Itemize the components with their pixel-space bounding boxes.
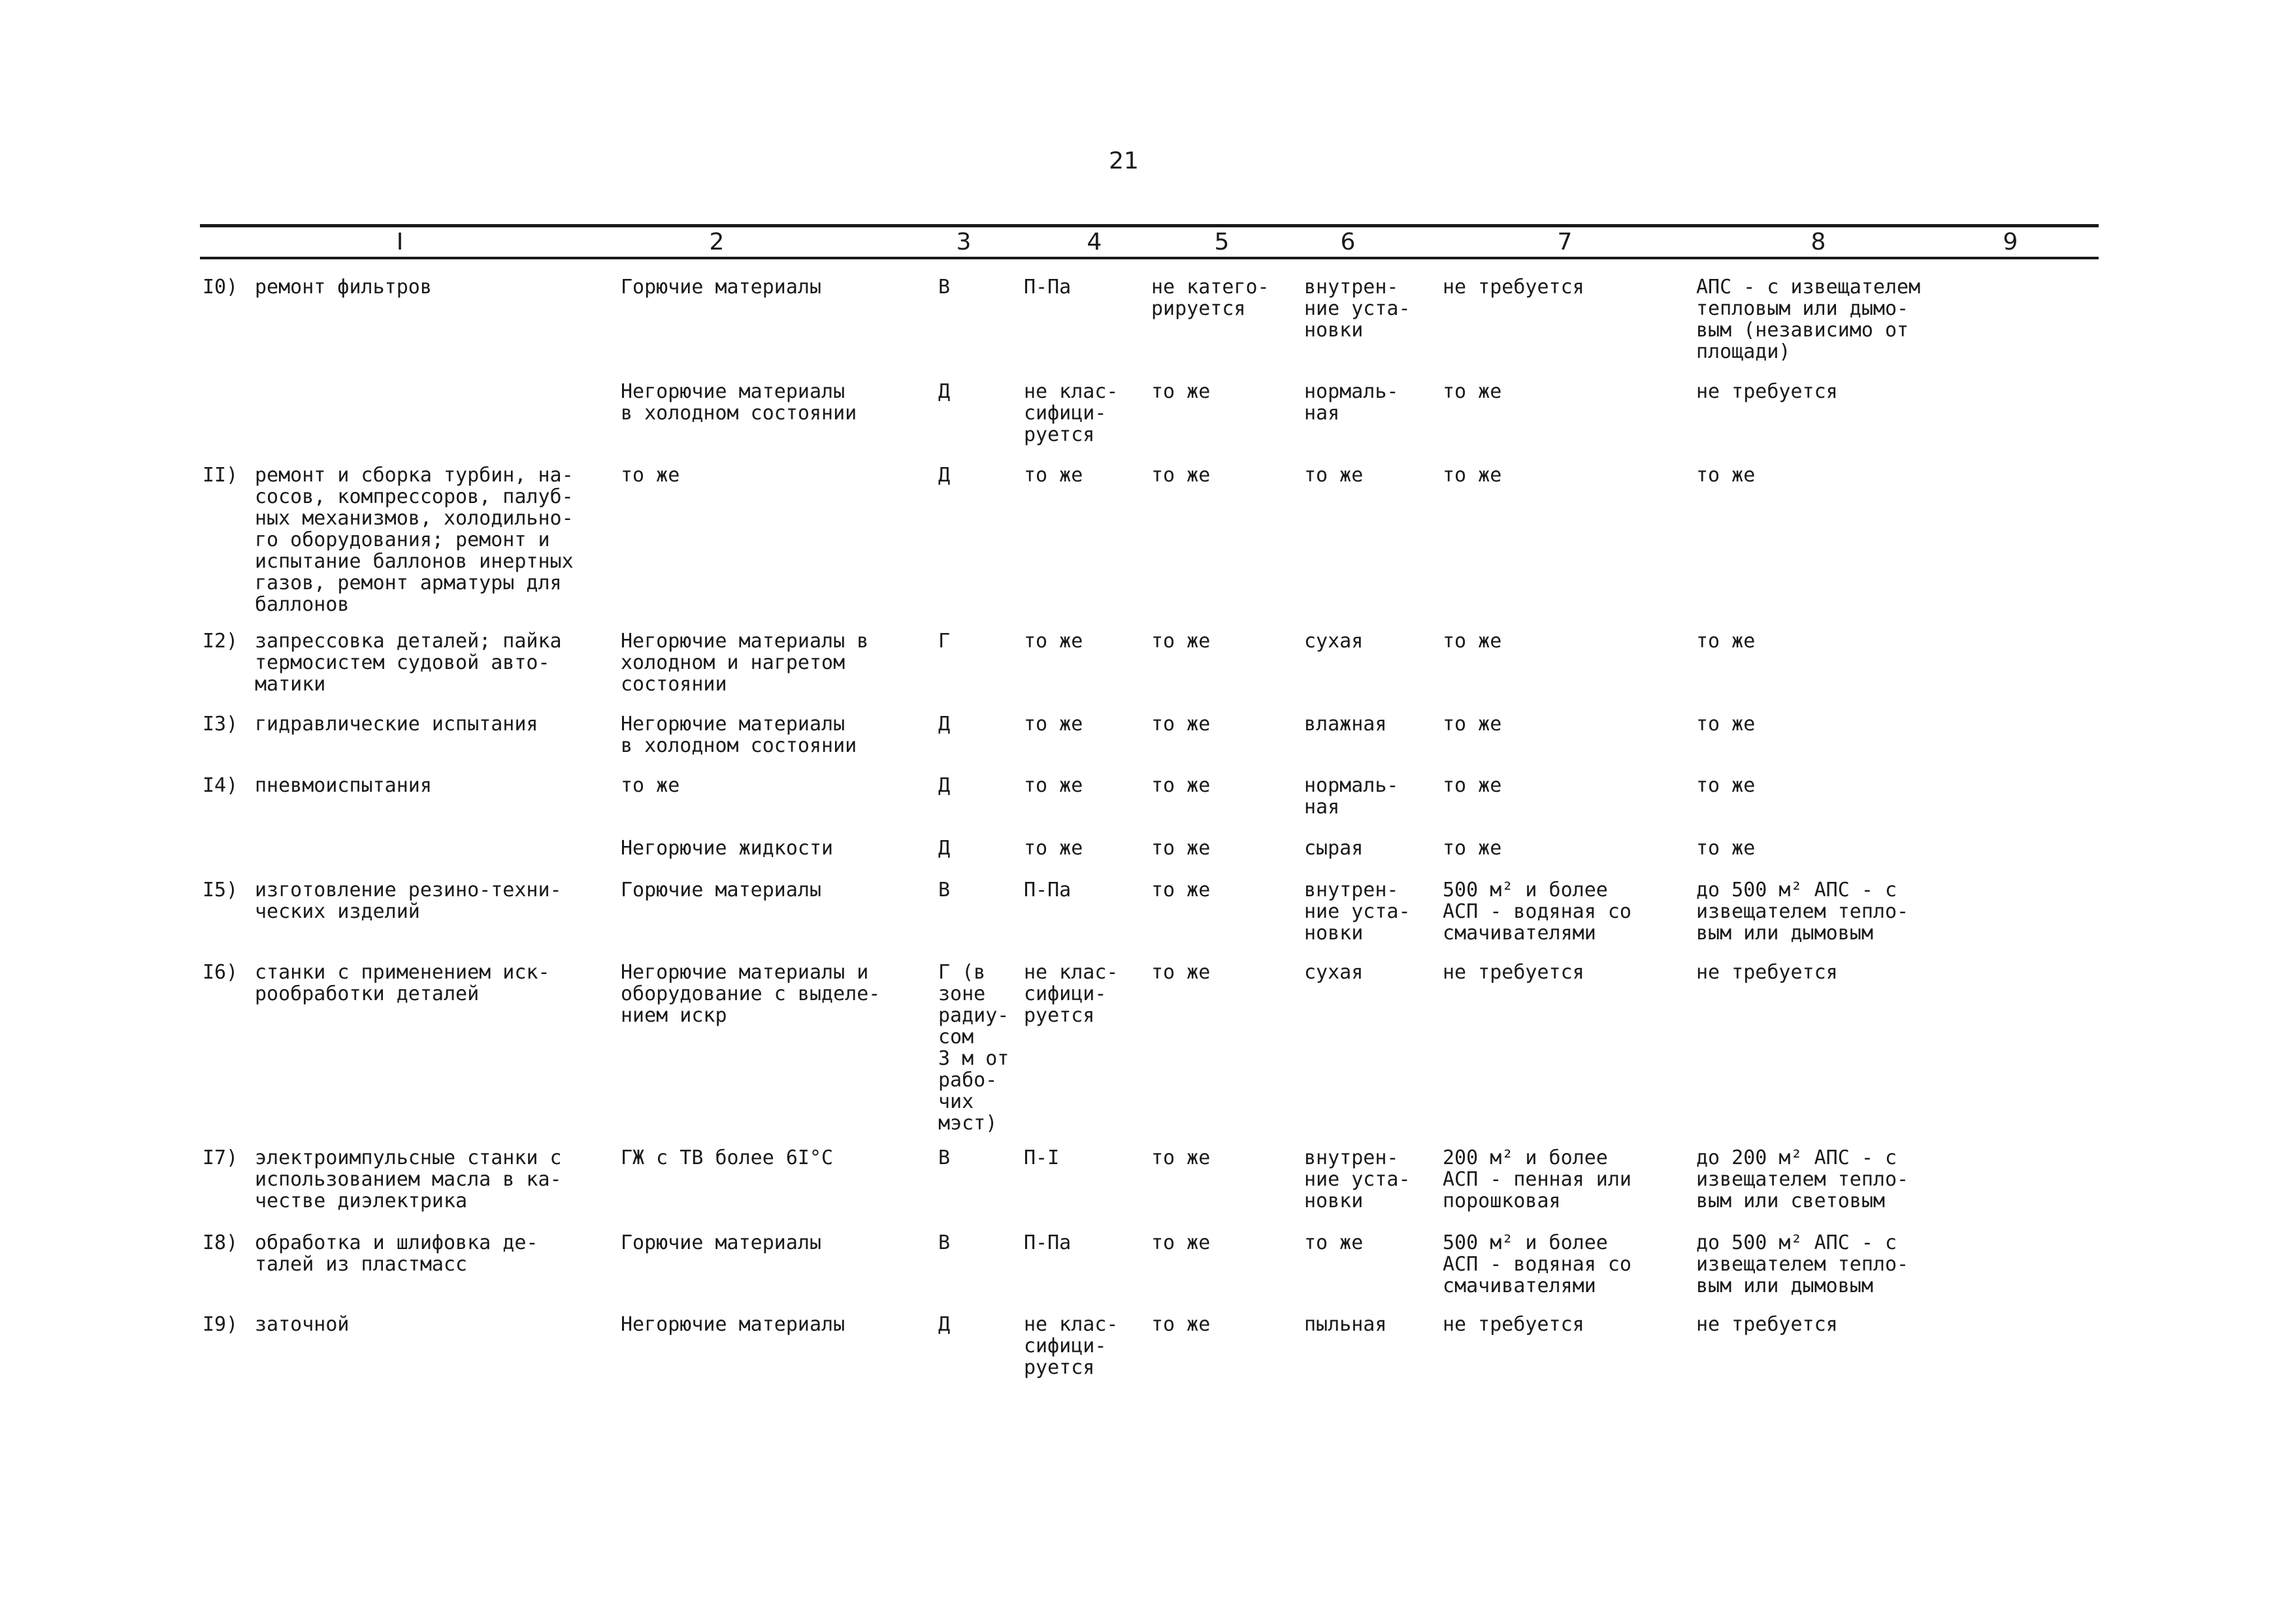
row-number: I2) [203, 630, 238, 653]
environment-cell: внутрен- ние уста- новки [1304, 1146, 1411, 1212]
fire-category-cell: Д [938, 713, 951, 736]
environment-cell: нормаль- ная [1304, 380, 1399, 425]
column-header-8: 8 [1811, 229, 1826, 255]
alarm-cell: до 500 м² АПС - с извещателем тепло- вым или дымовым [1696, 1231, 1909, 1297]
fire-category-cell: Г (в зоне радиу- сом 3 м от рабо- чих мэст) [938, 961, 1009, 1135]
explosion-category-cell: то же [1151, 774, 1211, 797]
alarm-cell: АПС - с извещателем тепловым или дымо- вым (независимо от площади) [1696, 276, 1921, 363]
table-header-row [0, 229, 2294, 255]
material-cell: то же [621, 774, 680, 797]
fire-category-cell: В [938, 879, 951, 901]
explosion-category-cell: то же [1151, 464, 1211, 487]
zone-class-cell: то же [1024, 713, 1083, 736]
material-cell: Негорючие материалы и оборудование с выделе- нием искр [621, 961, 881, 1027]
row-number: I0) [203, 276, 238, 299]
environment-cell: то же [1304, 464, 1364, 487]
zone-class-cell: П-Па [1024, 1231, 1072, 1254]
work-type-cell: станки с применением иск- рообработки деталей [255, 961, 550, 1005]
work-type-cell: пневмоиспытания [255, 774, 432, 797]
table-header-rule [200, 257, 2099, 259]
zone-class-cell: П-Па [1024, 276, 1072, 299]
zone-class-cell: П-Па [1024, 879, 1072, 901]
fire-category-cell: Д [938, 1313, 951, 1336]
fire-category-cell: Д [938, 837, 951, 860]
explosion-category-cell: то же [1151, 630, 1211, 653]
fire-category-cell: В [938, 276, 951, 299]
extinguishing-cell: то же [1443, 713, 1502, 736]
column-header-6: 6 [1340, 229, 1356, 255]
material-cell: Негорючие жидкости [621, 837, 834, 860]
environment-cell: влажная [1304, 713, 1387, 736]
extinguishing-cell: то же [1443, 630, 1502, 653]
explosion-category-cell: то же [1151, 1231, 1211, 1254]
work-type-cell: ремонт и сборка турбин, на- сосов, компрессоров, палуб- ных механизмов, холодильно- го оборудования; ремонт и испытание баллонов инертных газов, ремонт арматуры для баллонов [255, 464, 574, 616]
explosion-category-cell: то же [1151, 380, 1211, 403]
explosion-category-cell: то же [1151, 1313, 1211, 1336]
extinguishing-cell: 500 м² и более АСП - водяная со смачивателями [1443, 879, 1631, 945]
zone-class-cell: то же [1024, 464, 1083, 487]
extinguishing-cell: то же [1443, 464, 1502, 487]
work-type-cell: гидравлические испытания [255, 713, 538, 736]
row-number: II) [203, 464, 238, 487]
environment-cell: то же [1304, 1231, 1364, 1254]
environment-cell: сырая [1304, 837, 1364, 860]
work-type-cell: электроимпульсные станки с использованием масла в ка- честве диэлектрика [255, 1146, 562, 1212]
zone-class-cell: не клас- сифици- руется [1024, 1313, 1119, 1379]
zone-class-cell: не клас- сифици- руется [1024, 380, 1119, 446]
material-cell: то же [621, 464, 680, 487]
zone-class-cell: П-I [1024, 1146, 1060, 1169]
column-header-1: I [396, 229, 404, 255]
extinguishing-cell: не требуется [1443, 961, 1584, 984]
material-cell: Горючие материалы [621, 1231, 822, 1254]
fire-category-cell: В [938, 1146, 951, 1169]
work-type-cell: изготовление резино-техни- ческих изделий [255, 879, 562, 923]
explosion-category-cell: не катего- рируется [1151, 276, 1270, 320]
row-number: I5) [203, 879, 238, 901]
zone-class-cell: не клас- сифици- руется [1024, 961, 1119, 1027]
alarm-cell: не требуется [1696, 961, 1838, 984]
fire-category-cell: В [938, 1231, 951, 1254]
column-header-7: 7 [1557, 229, 1573, 255]
environment-cell: внутрен- ние уста- новки [1304, 276, 1411, 342]
column-header-2: 2 [709, 229, 725, 255]
extinguishing-cell: 500 м² и более АСП - водяная со смачивателями [1443, 1231, 1631, 1297]
fire-category-cell: Д [938, 380, 951, 403]
row-number: I7) [203, 1146, 238, 1169]
extinguishing-cell: не требуется [1443, 276, 1584, 299]
fire-category-cell: Д [938, 464, 951, 487]
zone-class-cell: то же [1024, 774, 1083, 797]
column-header-4: 4 [1087, 229, 1102, 255]
explosion-category-cell: то же [1151, 713, 1211, 736]
material-cell: Негорючие материалы в холодном и нагретом состоянии [621, 630, 869, 696]
row-number: I4) [203, 774, 238, 797]
alarm-cell: то же [1696, 713, 1756, 736]
zone-class-cell: то же [1024, 630, 1083, 653]
environment-cell: сухая [1304, 630, 1364, 653]
row-number: I6) [203, 961, 238, 984]
extinguishing-cell: то же [1443, 380, 1502, 403]
environment-cell: внутрен- ние уста- новки [1304, 879, 1411, 945]
extinguishing-cell: то же [1443, 774, 1502, 797]
explosion-category-cell: то же [1151, 879, 1211, 901]
alarm-cell: до 200 м² АПС - с извещателем тепло- вым или световым [1696, 1146, 1909, 1212]
page-number: 21 [1109, 148, 1139, 174]
extinguishing-cell: 200 м² и более АСП - пенная или порошковая [1443, 1146, 1631, 1212]
explosion-category-cell: то же [1151, 1146, 1211, 1169]
alarm-cell: до 500 м² АПС - с извещателем тепло- вым или дымовым [1696, 879, 1909, 945]
alarm-cell: не требуется [1696, 1313, 1838, 1336]
environment-cell: нормаль- ная [1304, 774, 1399, 819]
material-cell: Горючие материалы [621, 276, 822, 299]
row-number: I9) [203, 1313, 238, 1336]
material-cell: Горючие материалы [621, 879, 822, 901]
material-cell: ГЖ с ТВ более 6I°С [621, 1146, 834, 1169]
fire-category-cell: Г [938, 630, 951, 653]
extinguishing-cell: не требуется [1443, 1313, 1584, 1336]
material-cell: Негорючие материалы в холодном состоянии [621, 380, 857, 425]
column-header-5: 5 [1214, 229, 1230, 255]
work-type-cell: обработка и шлифовка де- талей из пластмасс [255, 1231, 538, 1276]
material-cell: Негорючие материалы [621, 1313, 845, 1336]
column-header-3: 3 [956, 229, 972, 255]
work-type-cell: ремонт фильтров [255, 276, 432, 299]
alarm-cell: то же [1696, 464, 1756, 487]
environment-cell: сухая [1304, 961, 1364, 984]
row-number: I8) [203, 1231, 238, 1254]
alarm-cell: то же [1696, 774, 1756, 797]
alarm-cell: не требуется [1696, 380, 1838, 403]
table-top-rule [200, 224, 2099, 227]
explosion-category-cell: то же [1151, 837, 1211, 860]
work-type-cell: запрессовка деталей; пайка термосистем судовой авто- матики [255, 630, 562, 696]
material-cell: Негорючие материалы в холодном состоянии [621, 713, 857, 757]
explosion-category-cell: то же [1151, 961, 1211, 984]
alarm-cell: то же [1696, 837, 1756, 860]
fire-category-cell: Д [938, 774, 951, 797]
zone-class-cell: то же [1024, 837, 1083, 860]
row-number: I3) [203, 713, 238, 736]
work-type-cell: заточной [255, 1313, 350, 1336]
extinguishing-cell: то же [1443, 837, 1502, 860]
column-header-9: 9 [2003, 229, 2018, 255]
alarm-cell: то же [1696, 630, 1756, 653]
environment-cell: пыльная [1304, 1313, 1387, 1336]
